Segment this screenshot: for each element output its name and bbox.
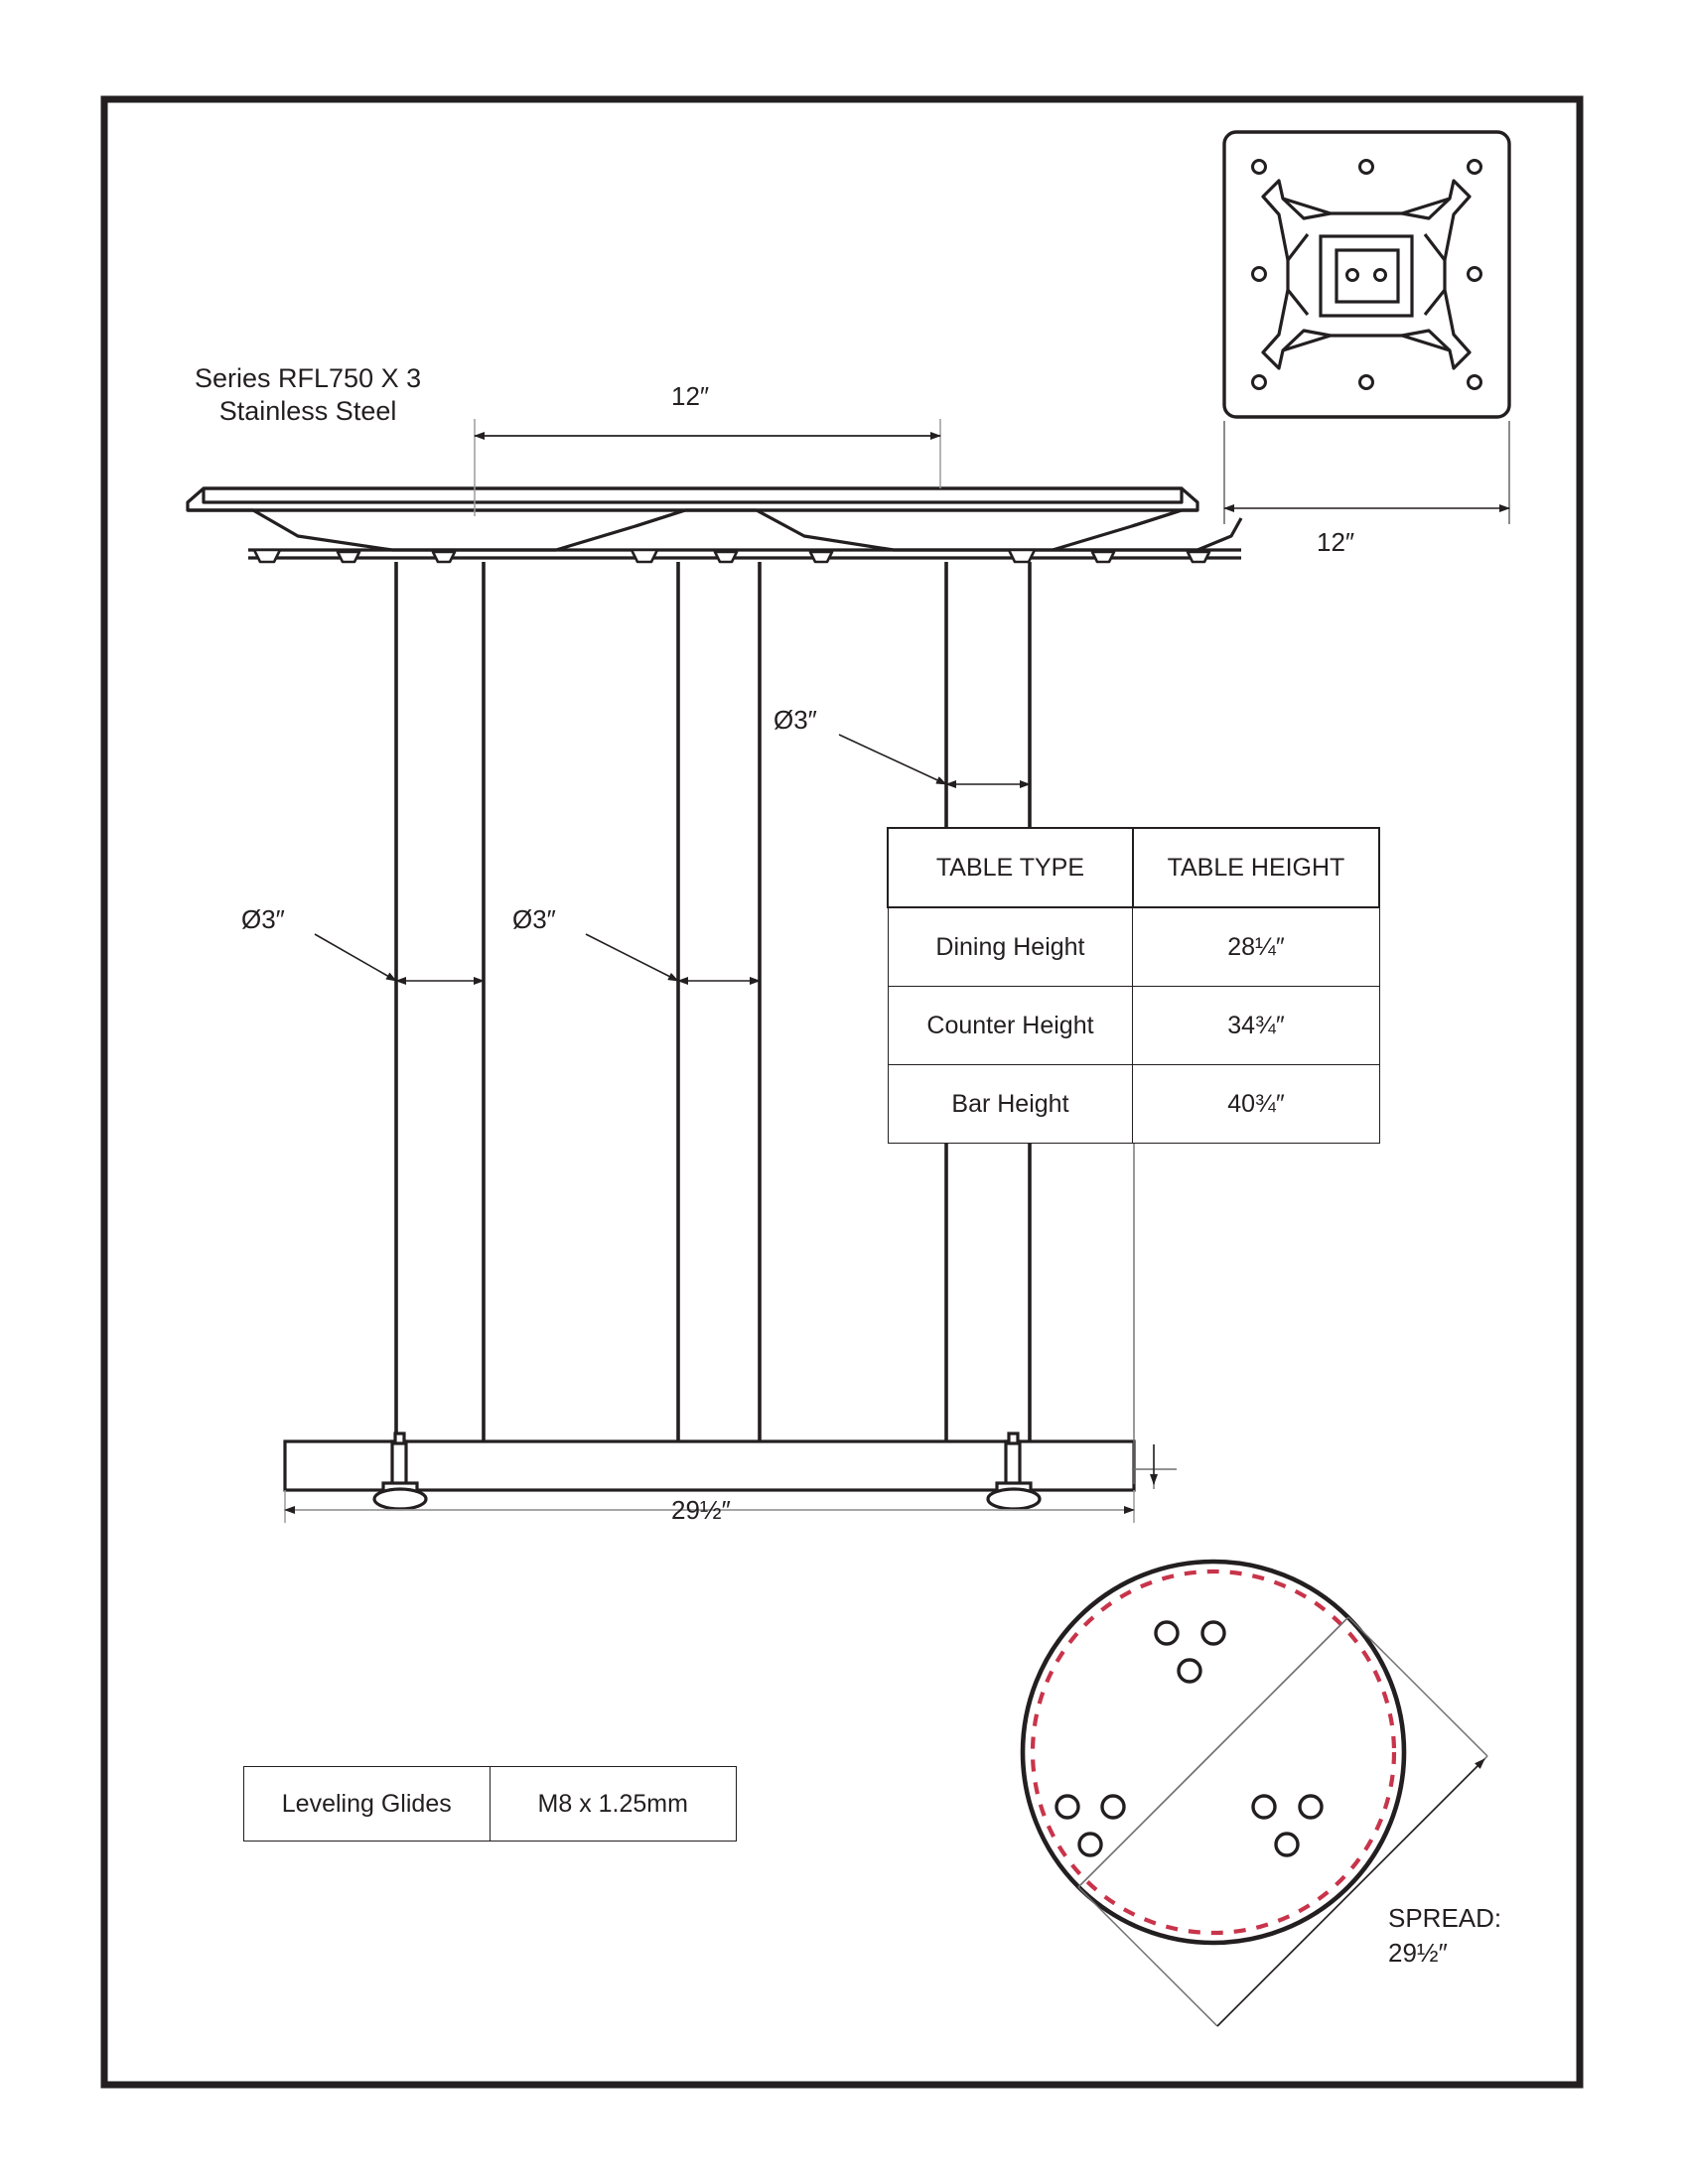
table-row: [888, 907, 1379, 987]
series-label-line-1: Series RFL750 X 3: [195, 363, 422, 393]
diameter-leader-middle: [586, 934, 760, 981]
series-label-line-2: Stainless Steel: [218, 395, 397, 426]
leveling-glides-spec-table: [243, 1766, 737, 1842]
table-cell-type: Bar Height: [888, 1065, 1133, 1144]
table-cell-height: 34¾″: [1133, 987, 1379, 1065]
spread-label-line-1: SPREAD:: [1388, 1903, 1502, 1933]
series-label: [195, 362, 421, 428]
table-header-type: TABLE TYPE: [888, 828, 1133, 907]
glides-label-cell: Leveling Glides: [244, 1767, 491, 1842]
plate-width-dimension: [1224, 421, 1509, 524]
table-row: [888, 987, 1379, 1065]
diameter-leader-left: [315, 934, 484, 981]
table-height-spec-table: [887, 827, 1380, 1144]
table-cell-height: 40¾″: [1133, 1065, 1379, 1144]
table-cell-height: 28¼″: [1133, 907, 1379, 987]
base-length-dimension-text: 29½″: [671, 1495, 731, 1525]
table-cell-type: Dining Height: [888, 907, 1133, 987]
plate-width-dimension-text: 12″: [1317, 527, 1355, 557]
table-header-row: [888, 828, 1379, 907]
table-row: [888, 1065, 1379, 1144]
diameter-leader-right: [839, 735, 1030, 784]
table-row: [244, 1767, 737, 1842]
spread-label-line-2: 29½″: [1388, 1938, 1448, 1969]
plate-top-view: [1224, 132, 1509, 524]
spread-dimension-label: [1388, 1901, 1501, 1971]
table-header-height: TABLE HEIGHT: [1133, 828, 1379, 907]
column-diameter-label-left: Ø3″: [241, 904, 285, 934]
front-view-top-assembly: [188, 488, 1241, 562]
top-width-dimension-text: 12″: [671, 381, 710, 411]
column-diameter-label-right: Ø3″: [774, 705, 817, 735]
table-cell-type: Counter Height: [888, 987, 1133, 1065]
column-diameter-label-middle: Ø3″: [512, 904, 556, 934]
glides-value-cell: M8 x 1.25mm: [490, 1767, 736, 1842]
plate-center-boss: [1321, 236, 1412, 316]
